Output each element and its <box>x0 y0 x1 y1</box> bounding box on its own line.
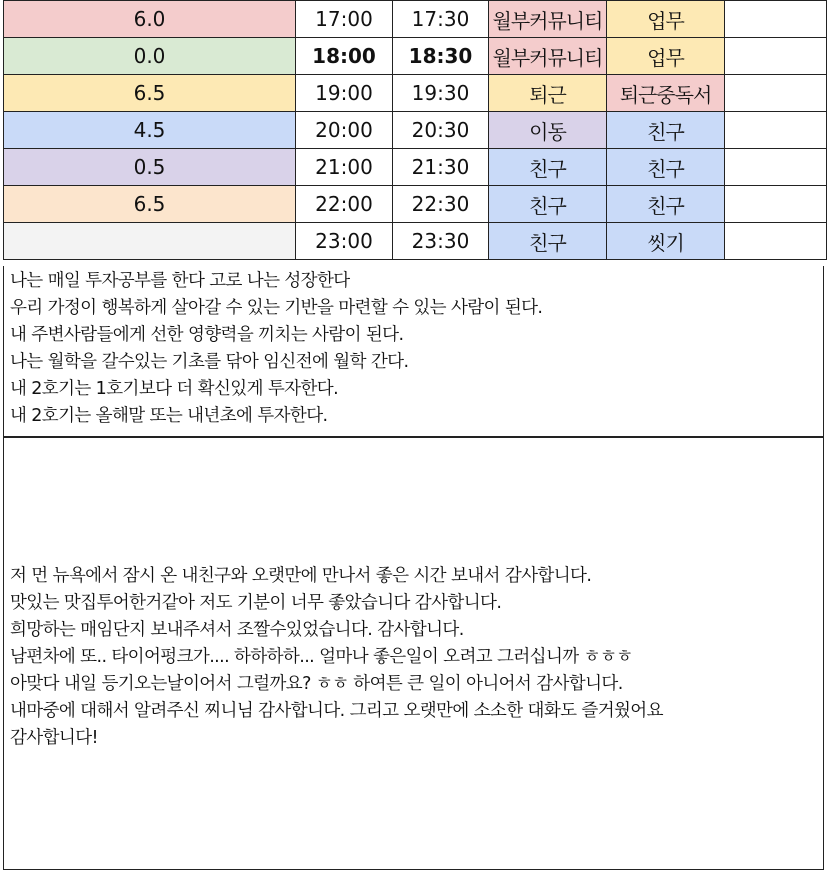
affirmation-line: 나는 월학을 갈수있는 기초를 닦아 임신전에 월학 간다. <box>10 352 409 372</box>
score-cell[interactable] <box>4 223 296 260</box>
activity-cell[interactable]: 업무 <box>607 1 725 38</box>
schedule-row <box>4 75 827 112</box>
end-time-cell[interactable]: 18:30 <box>393 38 489 75</box>
affirmation-line: 우리 가정이 행복하게 살아갈 수 있는 기반을 마련할 수 있는 사람이 된다. <box>10 298 543 318</box>
activity-cell[interactable]: 월부커뮤니티 <box>489 1 607 38</box>
activity-cell[interactable]: 이동 <box>489 112 607 149</box>
start-time-cell[interactable]: 22:00 <box>296 186 393 223</box>
end-time-cell[interactable]: 22:30 <box>393 186 489 223</box>
activity-cell[interactable]: 친구 <box>607 149 725 186</box>
empty-cell[interactable] <box>725 112 827 149</box>
activity-cell[interactable]: 친구 <box>489 149 607 186</box>
activity-cell[interactable]: 친구 <box>607 186 725 223</box>
schedule-row <box>4 112 827 149</box>
schedule-table <box>3 0 827 260</box>
schedule-row <box>4 186 827 223</box>
activity-cell[interactable]: 퇴근중독서 <box>607 75 725 112</box>
activity-cell[interactable]: 친구 <box>607 112 725 149</box>
start-time-cell[interactable]: 18:00 <box>296 38 393 75</box>
gratitude-line: 감사합니다! <box>10 728 98 748</box>
score-cell[interactable]: 0.5 <box>4 149 296 186</box>
activity-cell[interactable]: 씻기 <box>607 223 725 260</box>
activity-cell[interactable]: 친구 <box>489 186 607 223</box>
affirmation-line: 내 2호기는 1호기보다 더 확신있게 투자한다. <box>10 379 339 399</box>
end-time-cell[interactable]: 20:30 <box>393 112 489 149</box>
empty-cell[interactable] <box>725 186 827 223</box>
schedule-row <box>4 38 827 75</box>
score-cell[interactable]: 0.0 <box>4 38 296 75</box>
empty-cell[interactable] <box>725 223 827 260</box>
schedule-row <box>4 223 827 260</box>
empty-cell[interactable] <box>725 38 827 75</box>
gratitude-line: 희망하는 매임단지 보내주셔서 조짤수있었습니다. 감사합니다. <box>10 620 464 640</box>
gratitude-cell[interactable] <box>3 437 824 870</box>
activity-cell[interactable]: 친구 <box>489 223 607 260</box>
start-time-cell[interactable]: 20:00 <box>296 112 393 149</box>
schedule-row <box>4 149 827 186</box>
start-time-cell[interactable]: 17:00 <box>296 1 393 38</box>
gratitude-line: 저 먼 뉴욕에서 잠시 온 내친구와 오랫만에 만나서 좋은 시간 보내서 감사합니다. <box>10 566 592 586</box>
end-time-cell[interactable]: 23:30 <box>393 223 489 260</box>
start-time-cell[interactable]: 19:00 <box>296 75 393 112</box>
affirmation-cell[interactable] <box>3 266 824 437</box>
gratitude-line: 맛있는 맛집투어한거같아 저도 기분이 너무 좋았습니다 감사합니다. <box>10 593 502 613</box>
empty-cell[interactable] <box>725 75 827 112</box>
gratitude-line: 내마중에 대해서 알려주신 찌니님 감사합니다. 그리고 오랫만에 소소한 대화도 즐거웠어요 <box>10 701 663 721</box>
end-time-cell[interactable]: 17:30 <box>393 1 489 38</box>
empty-cell[interactable] <box>725 149 827 186</box>
activity-cell[interactable]: 업무 <box>607 38 725 75</box>
score-cell[interactable]: 4.5 <box>4 112 296 149</box>
affirmation-line: 내 주변사람들에게 선한 영향력을 끼치는 사람이 된다. <box>10 325 404 345</box>
score-cell[interactable]: 6.0 <box>4 1 296 38</box>
end-time-cell[interactable]: 21:30 <box>393 149 489 186</box>
start-time-cell[interactable]: 23:00 <box>296 223 393 260</box>
schedule-row <box>4 1 827 38</box>
affirmation-line: 내 2호기는 올해말 또는 내년초에 투자한다. <box>10 406 328 426</box>
empty-cell[interactable] <box>725 1 827 38</box>
gratitude-line: 남편차에 또.. 타이어펑크가.... 하하하하... 얼마나 좋은일이 오려고 그러십니까 ㅎㅎㅎ <box>10 647 633 667</box>
end-time-cell[interactable]: 19:30 <box>393 75 489 112</box>
start-time-cell[interactable]: 21:00 <box>296 149 393 186</box>
score-cell[interactable]: 6.5 <box>4 186 296 223</box>
score-cell[interactable]: 6.5 <box>4 75 296 112</box>
activity-cell[interactable]: 퇴근 <box>489 75 607 112</box>
gratitude-line: 아맞다 내일 등기오는날이어서 그럴까요? ㅎㅎ 하여튼 큰 일이 아니어서 감사합니다. <box>10 674 623 694</box>
activity-cell[interactable]: 월부커뮤니티 <box>489 38 607 75</box>
affirmation-line: 나는 매일 투자공부를 한다 고로 나는 성장한다 <box>10 271 350 291</box>
